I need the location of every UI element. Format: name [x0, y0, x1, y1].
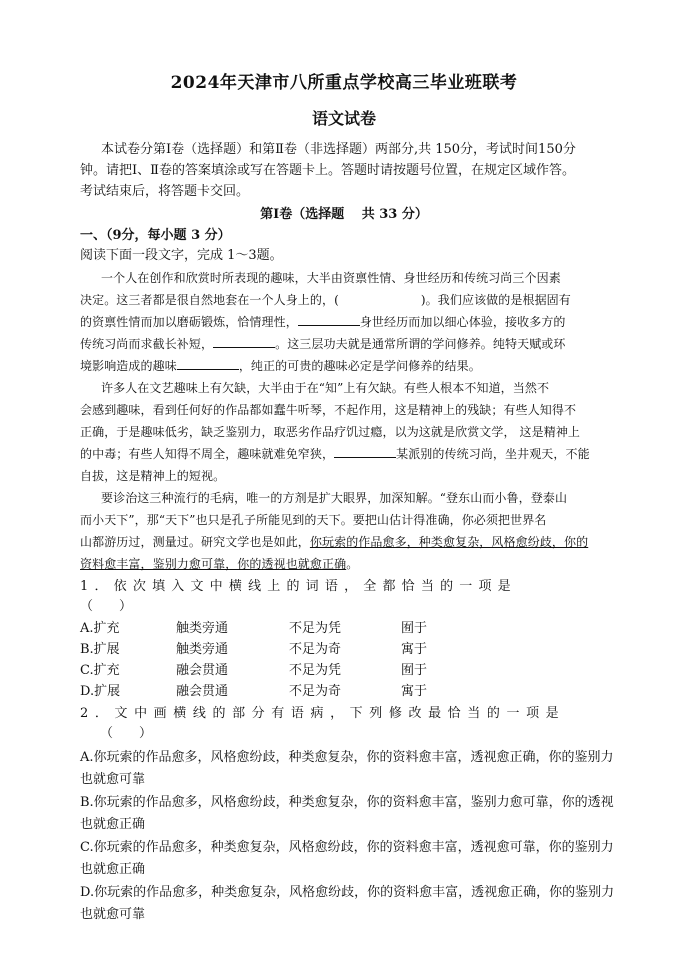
passage-text: 身世经历而加以细心体验，接收多方的 — [359, 315, 566, 329]
fill-blank — [213, 335, 275, 348]
passage-text: 的资禀性情而加以磨砺锻炼，恰情理性， — [80, 315, 298, 329]
question-2-option-b-line-1: B.你玩索的作品愈多，风格愈纷歧，种类愈复杂，你的资料愈丰富，鉴别力愈可靠，你的透视 — [80, 795, 614, 810]
intro-line-2: 钟。请把Ⅰ、Ⅱ卷的答案填涂或写在答题卡上。答题时请按题号位置，在规定区域作答。 — [80, 163, 575, 178]
option-label: C.扩充 — [80, 663, 120, 678]
fill-blank — [177, 357, 239, 370]
option-word: 融会贯通 — [176, 663, 229, 678]
question-2-option-b-line-2: 也就愈正确 — [80, 817, 146, 832]
option-word: 融会贯通 — [176, 684, 229, 699]
passage-text: ，纯正的可贵的趣味必定是学问修养的结果。 — [238, 359, 481, 373]
option-word: 不足为凭 — [289, 663, 342, 678]
passage-p1-line-2 — [80, 290, 632, 310]
option-word: 囿于 — [401, 663, 428, 678]
intro-line-1: 本试卷分第Ⅰ卷（选择题）和第Ⅱ卷（非选择题）两部分,共 150分，考试时间150分 — [101, 142, 576, 157]
question-1-paren: （ ） — [80, 599, 133, 614]
option-word: 寓于 — [401, 684, 428, 699]
passage-text: 。 — [346, 557, 359, 571]
underlined-sentence: 资料愈丰富，鉴别力愈可靠，你的透视也就愈正确 — [80, 557, 347, 571]
option-word: 不足为奇 — [289, 684, 342, 699]
passage-text: 某派别的传统习尚，坐井观天，不能 — [396, 447, 590, 461]
passage-text: 的中毒；有些人知得不周全，趣味就难免窄狭， — [80, 447, 335, 461]
option-word: 寓于 — [401, 642, 428, 657]
question-2-paren: （ ） — [100, 726, 153, 741]
option-label: D.扩展 — [80, 684, 121, 699]
part-heading: 一、（9分，每小题 3 分） — [80, 228, 231, 243]
exam-title: 2024年天津市八所重点学校高三毕业班联考 — [170, 73, 518, 93]
passage-p2-line-4 — [80, 444, 632, 464]
question-2-option-d-line-1: D.你玩索的作品愈多，种类愈复杂，风格愈纷歧，你的资料愈丰富，透视愈正确，你的鉴别力 — [80, 885, 615, 900]
question-2-stem: 2．文中画横线的部分有语病，下列修改最恰当的一项是 — [80, 706, 566, 721]
section-title: 第Ⅰ卷（选择题 共 33 分） — [260, 207, 428, 222]
option-word: 触类旁通 — [176, 642, 229, 657]
passage-p2-line-2: 会感到趣味，看到任何好的作品都如蠢牛听琴，不起作用，这是精神上的残缺；有些人知得不 — [80, 403, 577, 417]
passage-p2-line-1: 许多人在文艺趣味上有欠缺，大半由于在“知”上有欠缺。有些人根本不知道，当然不 — [101, 381, 550, 395]
option-word: 触类旁通 — [176, 621, 229, 636]
option-word: 不足为奇 — [289, 642, 342, 657]
question-2-option-a-line-1: A.你玩索的作品愈多，风格愈纷歧，种类愈复杂，你的资料愈丰富，透视愈正确，你的鉴别力 — [80, 750, 614, 765]
passage-p3-line-3 — [80, 532, 632, 552]
passage-text: 传统习尚而求截长补短， — [80, 337, 214, 351]
fill-blank — [334, 445, 396, 458]
option-label: B.扩展 — [80, 642, 120, 657]
passage-text: 决定。这三者都是很自然地套在一个人身上的，( — [80, 293, 339, 307]
question-2-option-a-line-2: 也就愈可靠 — [80, 772, 146, 787]
passage-p1-line-1: 一个人在创作和欣赏时所表现的趣味，大半由资禀性情、身世经历和传统习尚三个因素 — [101, 271, 561, 285]
passage-text: 境影响造成的趣味 — [80, 359, 177, 373]
passage-text: )。我们应该做的是根据固有 — [420, 293, 571, 307]
passage-p3-line-1: 要诊治这三种流行的毛病，唯一的方剂是扩大眼界，加深知解。“登东山而小鲁，登泰山 — [101, 491, 568, 505]
question-2-option-c-line-2: 也就愈正确 — [80, 862, 146, 877]
question-2-option-c-line-1: C.你玩索的作品愈多，种类愈复杂，风格愈纷歧，你的资料愈丰富，透视愈可靠，你的鉴别力 — [80, 840, 614, 855]
passage-p3-line-4 — [80, 554, 632, 574]
passage-p2-line-3: 正确，于是趣味低劣，缺乏鉴别力，取恶劣作品疗饥过瘾，以为这就是欣赏文学， 这是精神上 — [80, 425, 581, 439]
option-label: A.扩充 — [80, 621, 120, 636]
exam-subtitle: 语文试卷 — [311, 109, 376, 128]
question-2-option-d-line-2: 也就愈可靠 — [80, 907, 146, 922]
passage-text: 山都游历过，测量过。研究文学也是如此， — [80, 535, 310, 549]
intro-line-3: 考试结束后，将答题卡交回。 — [80, 184, 250, 199]
passage-p1-line-5 — [80, 356, 632, 376]
underlined-sentence: 你玩索的作品愈多，种类愈复杂，风格愈纷歧，你的 — [309, 535, 589, 549]
option-word: 囿于 — [401, 621, 428, 636]
fill-blank — [298, 313, 360, 326]
passage-p1-line-3 — [80, 312, 632, 332]
passage-text: 。这三层功夫就是通常所谓的学问修养。纯特天赋或环 — [275, 337, 566, 351]
passage-p3-line-2: 而小天下”，那“天下”也只是孔子所能见到的天下。要把山估计得准确，你必须把世界名 — [80, 513, 547, 527]
option-word: 不足为凭 — [289, 621, 342, 636]
passage-p2-line-5: 自拔，这是精神上的短视。 — [80, 469, 226, 483]
passage-p1-line-4 — [80, 334, 632, 354]
reading-instruction: 阅读下面一段文字，完成 1～3题。 — [80, 248, 283, 263]
question-1-stem: 1．依次填入文中横线上的词语，全都恰当的一项是 — [80, 579, 517, 594]
